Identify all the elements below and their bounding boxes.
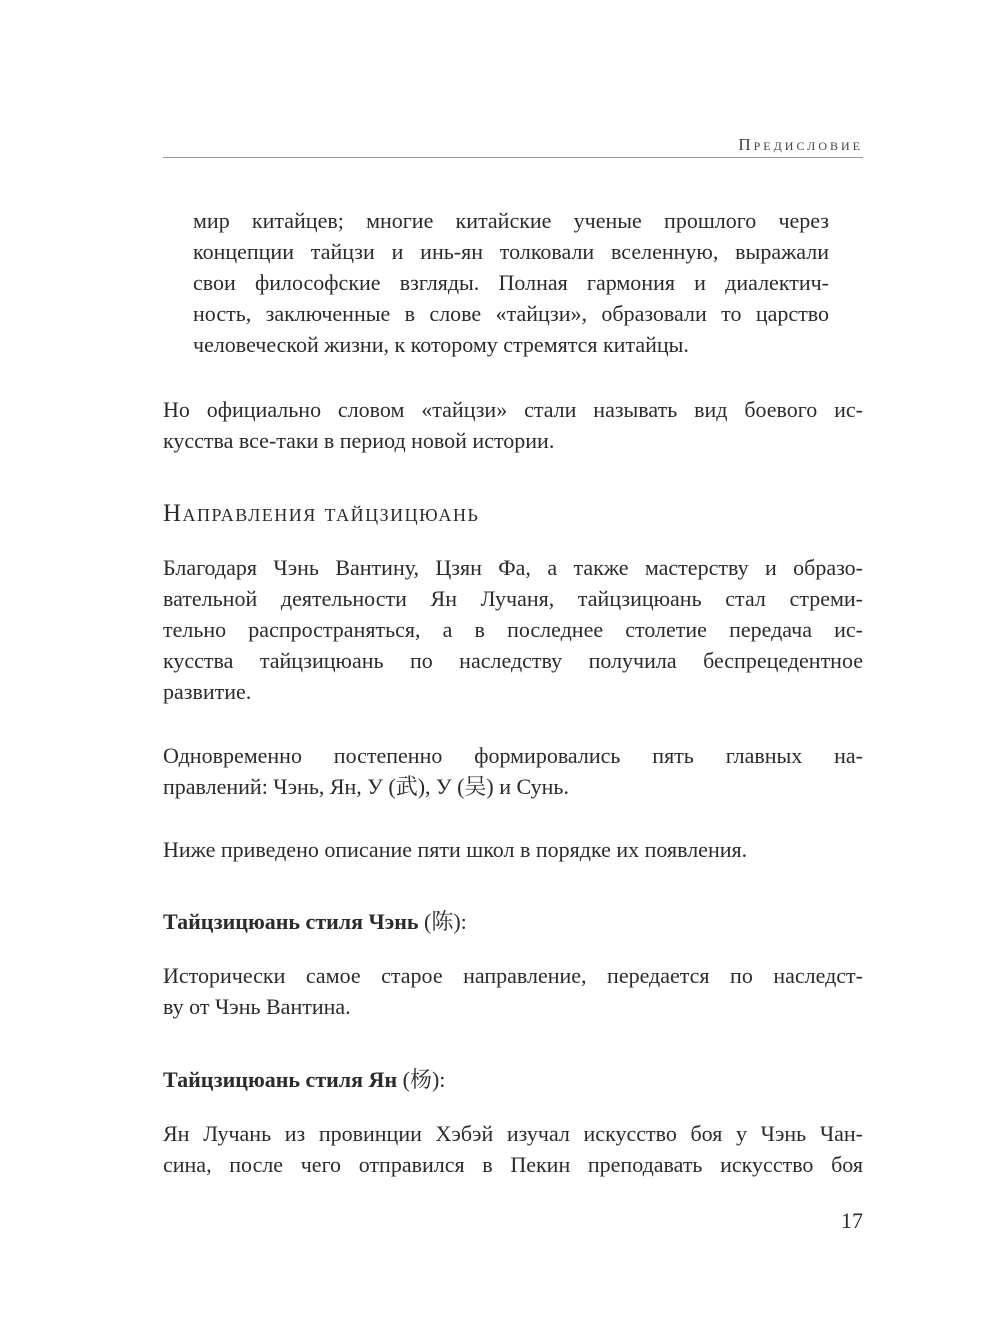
paragraph-line: вательной деятельности Ян Лучаня, тайцзицюань стал стреми- xyxy=(163,586,863,611)
running-head-title: Предисловие xyxy=(738,135,863,154)
paragraph-line: Ян Лучань из провинции Хэбэй изучал искусство боя у Чэнь Чан- xyxy=(163,1121,863,1146)
paragraph-line: кусства все-таки в период новой истории. xyxy=(163,428,555,453)
paragraph-line: Одновременно постепенно формировались пять главных на- xyxy=(163,743,863,768)
paragraph-thanks xyxy=(163,552,863,707)
paragraph-below xyxy=(163,834,863,865)
chen-style-heading xyxy=(163,906,467,937)
paragraph-official xyxy=(163,394,863,456)
yang-style-heading xyxy=(163,1064,445,1095)
paragraph-line: правлений: Чэнь, Ян, У (武), У (吴) и Сунь. xyxy=(163,774,569,799)
yang-style-suffix: (杨): xyxy=(397,1067,446,1092)
page-number: 17 xyxy=(841,1208,863,1233)
paragraph-line: ву от Чэнь Вантина. xyxy=(163,994,351,1019)
paragraph-line: Благодаря Чэнь Вантину, Цзян Фа, а также мастерству и образо- xyxy=(163,555,863,580)
chen-style-suffix: (陈): xyxy=(418,909,467,934)
paragraph-line: тельно распространяться, а в последнее столетие передача ис- xyxy=(163,617,863,642)
yang-style-title: Тайцзицюань стиля Ян xyxy=(163,1067,398,1092)
chen-style-title: Тайцзицюань стиля Чэнь xyxy=(163,909,419,934)
quote-line: человеческой жизни, к которому стремятся китайцы. xyxy=(193,332,689,357)
yang-style-paragraph xyxy=(163,1118,863,1180)
paragraph-line: сина, после чего отправился в Пекин преподавать искусство боя xyxy=(163,1152,863,1177)
quote-line: свои философские взгляды. Полная гармония и диалектич- xyxy=(193,270,829,295)
quote-line: ность, заключенные в слове «тайцзи», образовали то царство xyxy=(193,301,829,326)
paragraph-line: Но официально словом «тайцзи» стали называть вид боевого ис- xyxy=(163,397,863,422)
running-head xyxy=(163,135,863,158)
quote-paragraph xyxy=(193,205,829,360)
paragraph-line: Ниже приведено описание пяти школ в порядке их появления. xyxy=(163,837,748,862)
paragraph-line: кусства тайцзицюань по наследству получила беспрецедентное xyxy=(163,648,863,673)
quote-line: мир китайцев; многие китайские ученые прошлого через xyxy=(193,208,829,233)
section-heading: Направления тайцзицюань xyxy=(163,500,480,527)
paragraph-five-styles xyxy=(163,740,863,802)
paragraph-line: Исторически самое старое направление, передается по наследст- xyxy=(163,963,863,988)
quote-line: концепции тайцзи и инь-ян толковали вселенную, выражали xyxy=(193,239,829,264)
chen-style-paragraph xyxy=(163,960,863,1022)
paragraph-line: развитие. xyxy=(163,679,252,704)
